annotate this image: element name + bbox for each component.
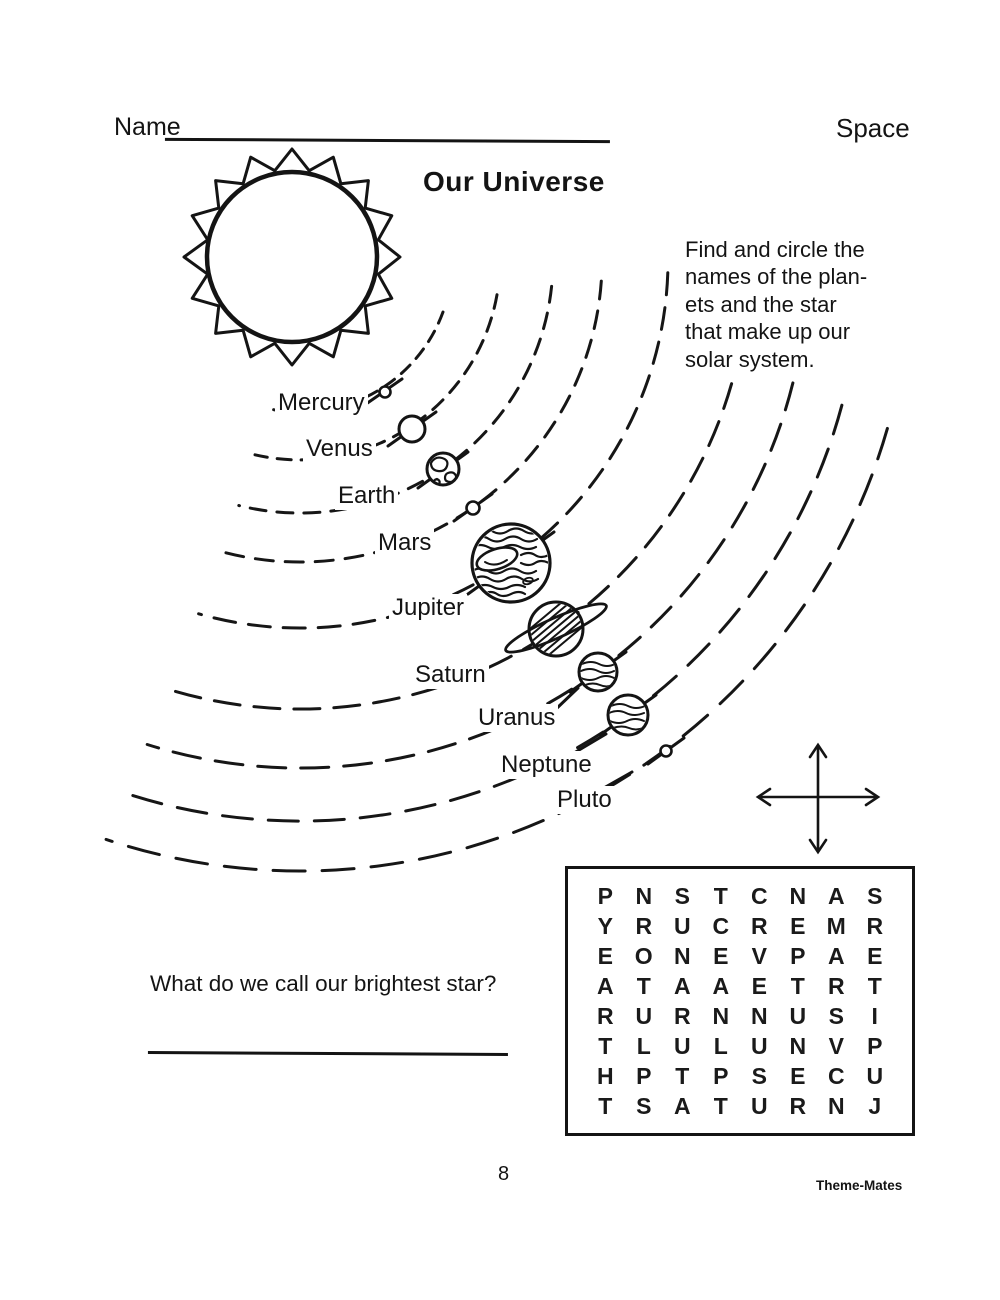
word-search-letter[interactable]: T (598, 1032, 613, 1059)
word-search-letter[interactable]: P (597, 882, 613, 909)
word-search-letter[interactable]: R (596, 1002, 614, 1029)
word-search-letter[interactable]: L (713, 1032, 728, 1059)
word-search-letter[interactable]: I (871, 1002, 878, 1029)
label-neptune: Neptune (498, 751, 595, 779)
question-text: What do we call our brightest star? (150, 971, 497, 996)
name-label: Name (114, 113, 181, 141)
orbit-neptune (127, 405, 842, 821)
word-search-letter[interactable]: A (596, 972, 614, 999)
word-search-letter[interactable]: S (636, 1092, 652, 1119)
label-earth: Earth (335, 482, 398, 510)
word-search-letter[interactable]: E (790, 912, 806, 939)
label-mercury: Mercury (275, 389, 368, 417)
word-search-letter[interactable]: U (673, 912, 691, 939)
word-search-letter[interactable]: A (712, 972, 730, 999)
word-search-letter[interactable]: A (827, 882, 845, 909)
word-search-letter[interactable]: P (636, 1062, 652, 1089)
word-search-letter[interactable]: S (828, 1002, 844, 1029)
word-search-letter[interactable]: M (826, 912, 846, 939)
label-jupiter: Jupiter (389, 594, 467, 622)
word-search-letter[interactable]: T (867, 972, 882, 999)
topic-label: Space (836, 113, 910, 143)
word-search-letter[interactable]: T (790, 972, 805, 999)
word-search-letter[interactable]: R (673, 1002, 691, 1029)
word-search-letter[interactable]: N (750, 1002, 768, 1029)
earth-icon (427, 453, 459, 485)
uranus-icon (579, 653, 617, 691)
word-search-letter[interactable]: R (635, 912, 653, 939)
word-search-letter[interactable]: N (827, 1092, 845, 1119)
word-search-letter[interactable]: H (596, 1062, 614, 1089)
word-search-letter[interactable]: R (866, 912, 884, 939)
word-search-letter[interactable]: S (674, 882, 690, 909)
word-search-letter[interactable]: C (750, 882, 768, 909)
instructions-text (685, 236, 917, 373)
mercury-icon (380, 387, 391, 398)
word-search-letter[interactable]: A (673, 1092, 691, 1119)
word-search-letter[interactable]: T (713, 1092, 728, 1119)
word-search-letter[interactable]: J (868, 1092, 882, 1119)
word-search-letter[interactable]: L (636, 1032, 651, 1059)
word-search-letter[interactable]: V (751, 942, 767, 969)
word-search-letter[interactable]: U (866, 1062, 884, 1089)
word-search-letter[interactable]: C (712, 912, 730, 939)
saturn-icon (502, 596, 611, 659)
jupiter-icon (472, 524, 550, 602)
word-search-letter[interactable]: S (867, 882, 883, 909)
word-search-letter[interactable]: V (828, 1032, 844, 1059)
word-search-letter[interactable]: R (789, 1092, 807, 1119)
word-search-letter[interactable]: Y (597, 912, 613, 939)
word-search-letter[interactable]: E (713, 942, 729, 969)
word-search-letter[interactable]: A (673, 972, 691, 999)
page-title: Our Universe (423, 166, 605, 197)
word-search-letter[interactable]: R (827, 972, 845, 999)
neptune-icon (608, 695, 648, 735)
word-search-letter[interactable]: N (635, 882, 653, 909)
word-search-letter[interactable]: T (598, 1092, 613, 1119)
word-search-letter[interactable]: P (867, 1032, 883, 1059)
word-search-letter[interactable]: P (713, 1062, 729, 1089)
label-mars: Mars (375, 529, 434, 557)
word-search-letter[interactable]: R (750, 912, 768, 939)
word-search-letter[interactable]: U (635, 1002, 653, 1029)
label-uranus: Uranus (475, 704, 558, 732)
page-number: 8 (498, 1163, 510, 1185)
venus-icon (399, 416, 425, 442)
word-search-letter[interactable]: T (713, 882, 728, 909)
instructions-line: Find and circle the (685, 237, 865, 262)
word-search-letter[interactable]: O (634, 942, 653, 969)
instructions-line: solar system. (685, 346, 815, 372)
pluto-icon (661, 746, 672, 757)
sun-icon (184, 149, 400, 365)
instructions-line: names of the plan- (685, 264, 868, 290)
word-search-letter[interactable]: P (790, 942, 806, 969)
word-search-letter[interactable]: U (750, 1032, 768, 1059)
mars-icon (467, 502, 480, 515)
word-search-letter[interactable]: N (712, 1002, 730, 1029)
word-search-letter[interactable]: E (597, 942, 613, 969)
publisher-label: Theme-Mates (816, 1178, 903, 1193)
word-search-letter[interactable]: N (789, 1032, 807, 1059)
word-search-letter[interactable]: U (789, 1002, 807, 1029)
word-search-box (565, 866, 915, 1136)
word-search-letter[interactable]: N (789, 882, 807, 909)
word-search-letter[interactable]: T (636, 972, 651, 999)
instructions-line: ets and the star (685, 291, 837, 317)
word-search-letter[interactable]: T (675, 1062, 690, 1089)
label-saturn: Saturn (412, 661, 489, 689)
instructions-line: that make up our (685, 319, 851, 345)
word-search-letter[interactable]: A (827, 942, 845, 969)
word-search-grid (586, 881, 894, 1121)
label-pluto: Pluto (554, 786, 615, 814)
word-search-letter[interactable]: C (827, 1062, 845, 1089)
word-search-letter[interactable]: E (867, 942, 883, 969)
word-search-letter[interactable]: E (751, 972, 767, 999)
word-search-letter[interactable]: U (673, 1032, 691, 1059)
word-search-letter[interactable]: N (673, 942, 691, 969)
word-search-letter[interactable]: E (790, 1062, 806, 1089)
word-search-letter[interactable]: S (751, 1062, 767, 1089)
cross-arrows-icon (758, 745, 878, 852)
label-venus: Venus (303, 435, 376, 463)
word-search-letter[interactable]: U (750, 1092, 768, 1119)
orbit-uranus (147, 383, 793, 768)
answer-blank-line[interactable] (148, 1027, 508, 1056)
